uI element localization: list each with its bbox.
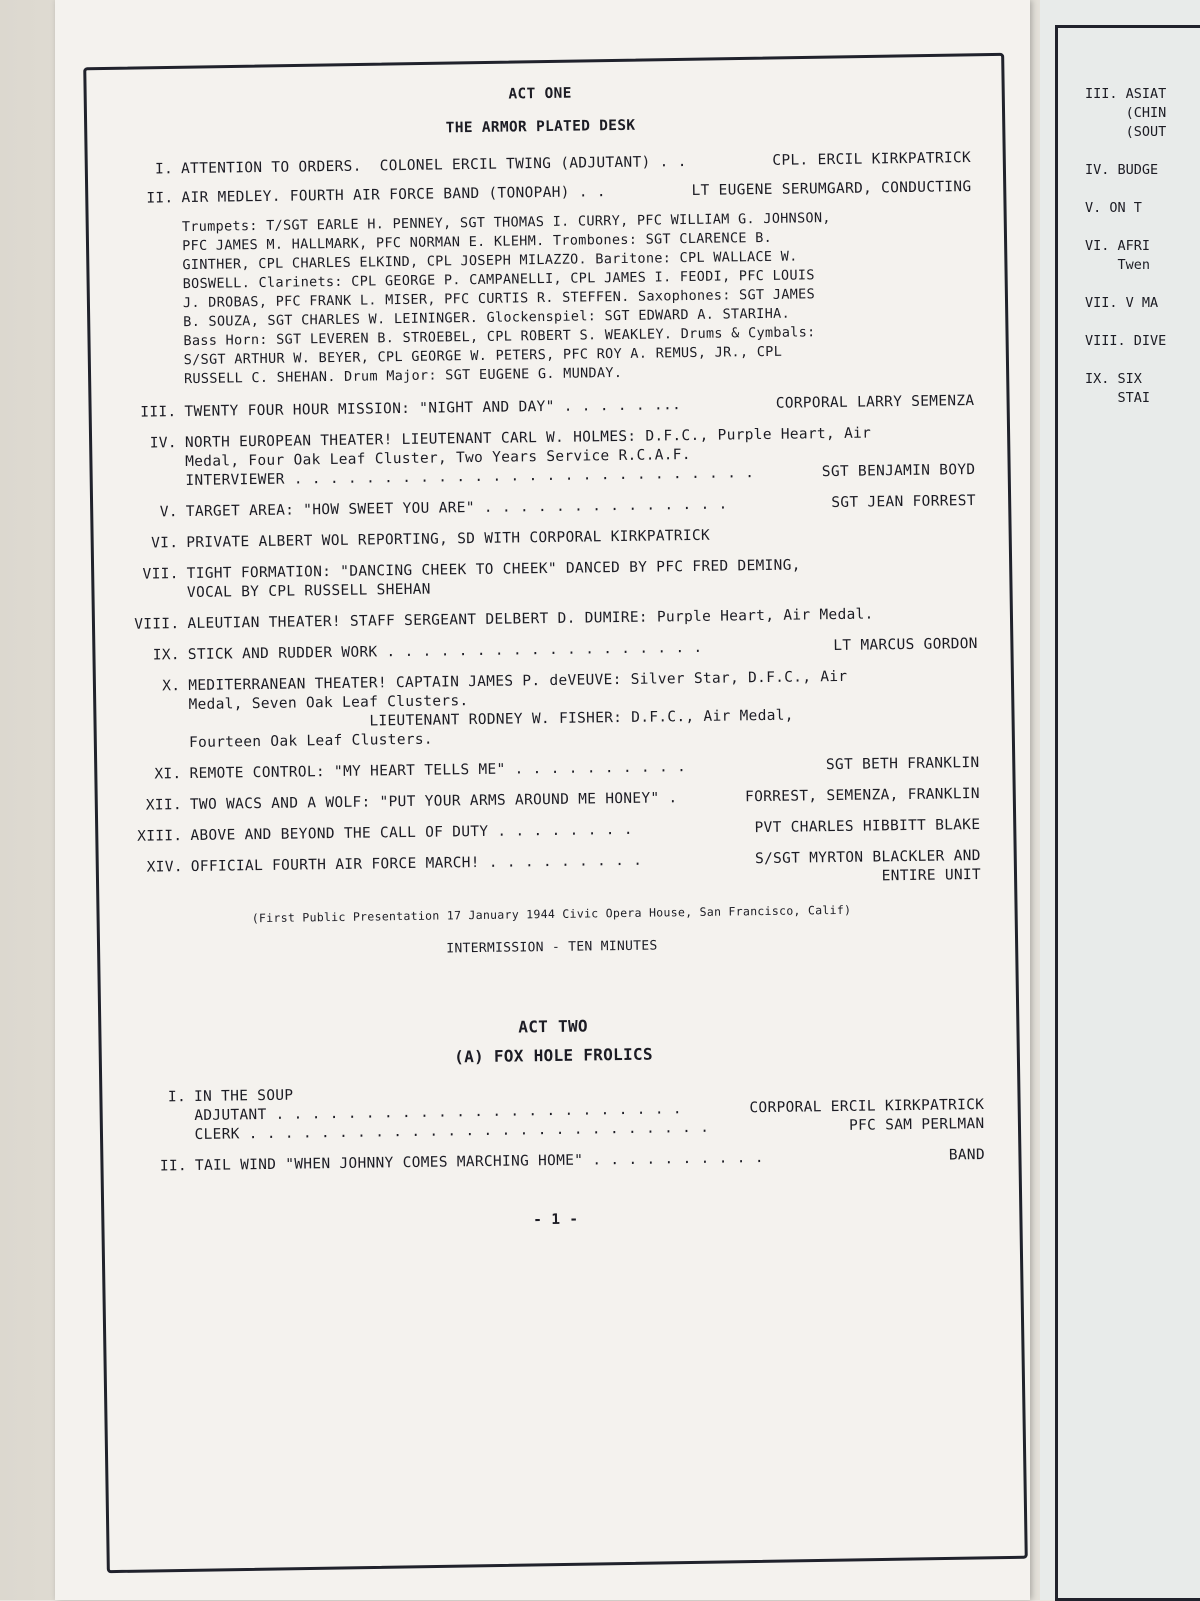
program-item <box>118 635 978 666</box>
item-number <box>115 453 177 454</box>
program-item <box>111 178 971 209</box>
right-page-column <box>1085 85 1166 408</box>
item-performer: ENTIRE UNIT <box>882 866 982 886</box>
item-title: OFFICIAL FOURTH AIR FORCE MARCH! . . . . . . . . . <box>191 852 643 877</box>
item-title: PRIVATE ALBERT WOL REPORTING, SD WITH CORPORAL KIRKPATRICK <box>186 527 710 553</box>
item-title: TIGHT FORMATION: "DANCING CHEEK TO CHEEK" DANCED BY PFC FRED DEMING, <box>187 556 801 584</box>
right-page-line: Twen <box>1085 256 1166 275</box>
program-item <box>114 392 974 423</box>
program-item <box>120 816 980 847</box>
item-title: ATTENTION TO ORDERS. COLONEL ERCIL TWING (ADJUTANT) . . <box>181 153 687 179</box>
item-number: III. <box>114 403 176 423</box>
right-page-line <box>1085 142 1166 161</box>
item-title: Medal, Seven Oak Leaf Clusters. <box>188 692 468 715</box>
roster-line: BOSWELL. Clarinets: CPL GEORGE P. CAMPANELLI, CPL JAMES I. FEODI, PFC LOUIS <box>183 264 973 294</box>
item-title: Medal, Four Oak Leaf Cluster, Two Years Service R.C.A.F. <box>185 446 691 472</box>
item-performer: BAND <box>949 1146 985 1166</box>
item-title: ALEUTIAN THEATER! STAFF SERGEANT DELBERT D. DUMIRE: Purple Heart, Air Medal. <box>187 605 873 634</box>
item-number: X. <box>118 677 180 697</box>
item-title: CLERK . . . . . . . . . . . . . . . . . . . . . . . . . . <box>194 1119 709 1145</box>
item-performer: CPL. ERCIL KIRKPATRICK <box>772 149 971 171</box>
item-title: IN THE SOUP <box>194 1087 294 1107</box>
intermission: INTERMISSION - TEN MINUTES <box>122 932 982 963</box>
item-title: TWO WACS AND A WOLF: "PUT YOUR ARMS AROUND ME HONEY" . <box>190 789 678 815</box>
item-title: ABOVE AND BEYOND THE CALL OF DUTY . . . . . . . . <box>190 821 633 846</box>
item-title: ADJUTANT . . . . . . . . . . . . . . . . . . . . . . . <box>194 1100 682 1126</box>
item-number: VII. <box>117 565 179 585</box>
item-title: AIR MEDLEY. FOURTH AIR FORCE BAND (TONOPAH) . . <box>181 183 606 208</box>
item-number <box>117 584 179 585</box>
item-number: XIII. <box>120 827 182 847</box>
right-page-line <box>1085 313 1166 332</box>
item-number <box>115 472 177 473</box>
page-number: - 1 - <box>126 1205 986 1236</box>
act-one-items-continued <box>114 392 981 897</box>
right-page-line: (SOUT <box>1085 123 1166 142</box>
item-number: XI. <box>119 765 181 785</box>
item-number: II. <box>125 1157 187 1177</box>
item-performer: CORPORAL ERCIL KIRKPATRICK <box>749 1096 984 1118</box>
right-page-line: V. ON T <box>1085 199 1166 218</box>
right-page-line <box>1085 218 1166 237</box>
item-title: LIEUTENANT RODNEY W. FISHER: D.F.C., Air Medal, <box>189 707 794 734</box>
act-two-items <box>124 1077 985 1177</box>
program-item <box>125 1146 985 1177</box>
item-number: VI. <box>116 534 178 554</box>
item-title: STICK AND RUDDER WORK . . . . . . . . . . . . . . . . . . <box>188 639 703 665</box>
item-performer: PFC SAM PERLMAN <box>849 1115 985 1136</box>
right-page-line: VI. AFRI <box>1085 237 1166 256</box>
program-item <box>120 785 980 816</box>
item-number <box>119 734 181 735</box>
item-number <box>118 696 180 697</box>
item-number: IV. <box>115 434 177 454</box>
presentation-note: (First Public Presentation 17 January 1944 Civic Opera House, San Francisco, Calif) <box>121 899 981 930</box>
item-title: TARGET AREA: "HOW SWEET YOU ARE" . . . . . . . . . . . . . . <box>186 495 728 522</box>
program-item <box>116 492 976 523</box>
item-performer: SGT JEAN FORREST <box>831 492 976 513</box>
item-number: VIII. <box>117 615 179 635</box>
item-performer: SGT BENJAMIN BOYD <box>822 461 976 482</box>
right-page-line: IV. BUDGE <box>1085 161 1166 180</box>
item-title: TAIL WIND "WHEN JOHNNY COMES MARCHING HOME" . . . . . . . . . . <box>195 1149 764 1176</box>
band-roster <box>182 207 974 389</box>
item-performer: PVT CHARLES HIBBITT BLAKE <box>754 816 980 838</box>
item-title: REMOTE CONTROL: "MY HEART TELLS ME" . . . . . . . . . . <box>189 758 686 784</box>
act-one-items <box>111 149 972 209</box>
program-page <box>110 79 990 1531</box>
roster-line: B. SOUZA, SGT CHARLES W. LEININGER. Glockenspiel: SGT EDWARD A. STARIHA. <box>183 302 973 332</box>
item-number: XIV. <box>121 858 183 878</box>
item-number: IX. <box>118 646 180 666</box>
program-item <box>117 604 977 635</box>
item-title: MEDITERRANEAN THEATER! CAPTAIN JAMES P. deVEUVE: Silver Star, D.F.C., Air <box>188 668 847 696</box>
right-page-line: III. ASIAT <box>1085 85 1166 104</box>
act-two-title: ACT TWO <box>123 1011 983 1042</box>
act-two-subtitle: (A) FOX HOLE FROLICS <box>123 1040 983 1071</box>
item-number: I. <box>111 160 173 180</box>
item-number <box>124 1107 186 1108</box>
roster-line: PFC JAMES M. HALLMARK, PFC NORMAN E. KLEHM. Trombones: SGT CLARENCE B. <box>182 226 972 256</box>
item-number <box>124 1126 186 1127</box>
program-item <box>119 754 979 785</box>
right-page-line <box>1085 275 1166 294</box>
right-page-line: IX. SIX <box>1085 370 1166 389</box>
item-title: INTERVIEWER . . . . . . . . . . . . . . . . . . . . . . . . . . <box>185 464 754 491</box>
item-number: V. <box>116 503 178 523</box>
roster-line: S/SGT ARTHUR W. BEYER, CPL GEORGE W. PETERS, PFC ROY A. REMUS, JR., CPL <box>184 340 974 370</box>
item-number: XII. <box>120 796 182 816</box>
roster-line: Trumpets: T/SGT EARLE H. PENNEY, SGT THOMAS I. CURRY, PFC WILLIAM G. JOHNSON, <box>182 207 972 237</box>
roster-line: J. DROBAS, PFC FRANK L. MISER, PFC CURTIS R. STEFFEN. Saxophones: SGT JAMES <box>183 283 973 313</box>
item-performer: FORREST, SEMENZA, FRANKLIN <box>745 785 980 807</box>
item-performer: S/SGT MYRTON BLACKLER AND <box>755 847 981 869</box>
item-number <box>119 715 181 716</box>
right-page-line <box>1085 351 1166 370</box>
item-title: TWENTY FOUR HOUR MISSION: "NIGHT AND DAY" . . . . . ... <box>184 396 681 422</box>
roster-line: GINTHER, CPL CHARLES ELKIND, CPL JOSEPH MILAZZO. Baritone: CPL WALLACE W. <box>182 245 972 275</box>
item-performer: LT EUGENE SERUMGARD, CONDUCTING <box>691 178 971 201</box>
act-one-subtitle: THE ARMOR PLATED DESK <box>110 112 970 143</box>
item-number: I. <box>124 1088 186 1108</box>
right-page-line: STAI <box>1085 389 1166 408</box>
program-item <box>111 149 971 180</box>
right-page-line: VII. V MA <box>1085 294 1166 313</box>
item-title: NORTH EUROPEAN THEATER! LIEUTENANT CARL W. HOLMES: D.F.C., Purple Heart, Air <box>185 424 871 453</box>
roster-line: RUSSELL C. SHEHAN. Drum Major: SGT EUGENE G. MUNDAY. <box>184 359 974 389</box>
right-page-line: (CHIN <box>1085 104 1166 123</box>
program-item <box>116 523 976 554</box>
item-number: II. <box>111 189 173 209</box>
item-title: Fourteen Oak Leaf Clusters. <box>189 731 433 753</box>
roster-line: Bass Horn: SGT LEVEREN B. STROEBEL, CPL ROBERT S. WEAKLEY. Drums & Cymbals: <box>183 321 973 351</box>
item-performer: SGT BETH FRANKLIN <box>826 754 980 775</box>
act-one-title: ACT ONE <box>110 79 970 110</box>
right-page-line <box>1085 180 1166 199</box>
item-title: VOCAL BY CPL RUSSELL SHEHAN <box>187 581 431 603</box>
right-page-line: VIII. DIVE <box>1085 332 1166 351</box>
item-number <box>121 877 183 878</box>
item-performer: CORPORAL LARRY SEMENZA <box>776 392 975 414</box>
item-performer: LT MARCUS GORDON <box>833 635 978 656</box>
